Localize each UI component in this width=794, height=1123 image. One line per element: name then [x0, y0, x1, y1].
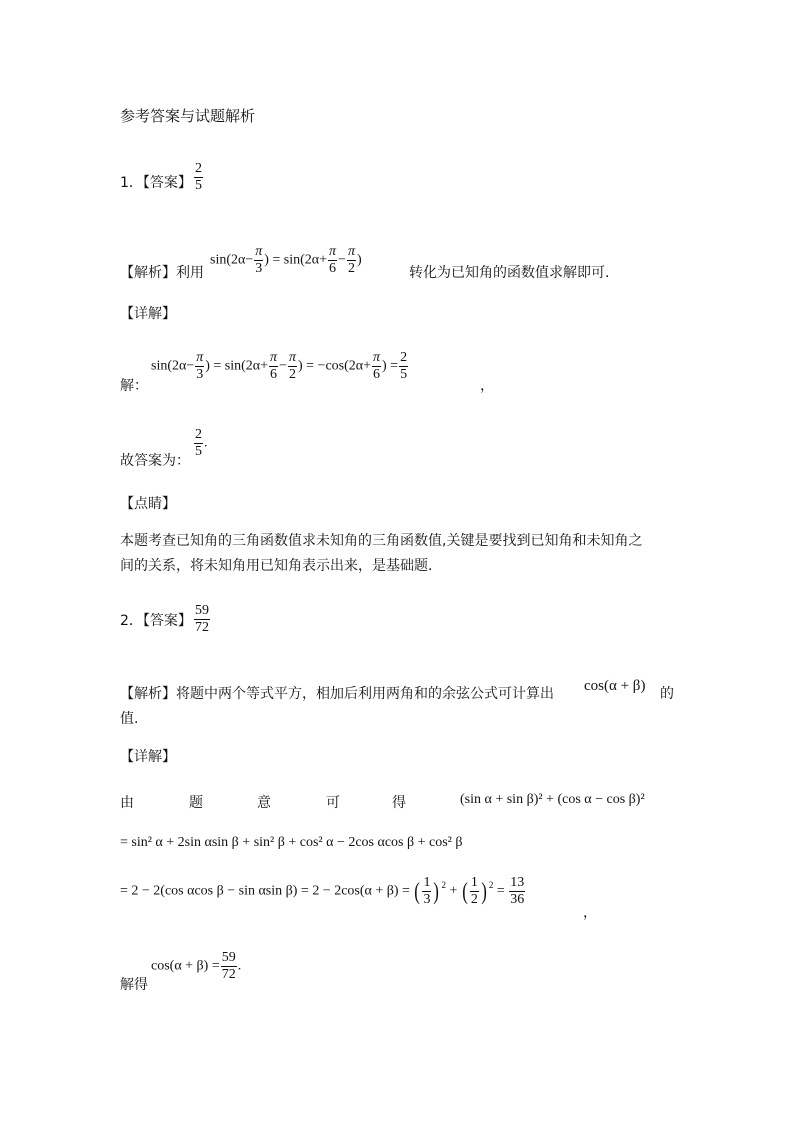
- q1-so-answer: 故答案为：: [120, 453, 190, 469]
- q2-intro-char-5: 得: [392, 795, 406, 811]
- q1-detail-label: 【详解】: [120, 306, 176, 322]
- q2-line3: = 2 − 2(cos αcos β − sin αsin β) = 2 − 2cos(α + β) = ( $\frac{1}{3}$ ) $^2$ + ( $\frac{1}{2}$ ) $^2$ = $\frac{13}{36}$: [120, 875, 525, 907]
- q2-expr-top: (sin α + sin β)² + (cos α − cos β)²: [460, 792, 645, 807]
- q1-comment-line2: 间的关系，将未知角用已知角表示出来，是基础题.: [120, 558, 433, 574]
- page-title: 参考答案与试题解析: [120, 107, 256, 125]
- q1-answer-num: 2: [195, 161, 202, 176]
- q2-line2: = sin² α + 2sin αsin β + sin² β + cos² α − 2cos αcos β + cos² β: [120, 835, 463, 850]
- q1-answer-den: 5: [195, 178, 202, 193]
- q1-so-answer-fraction: $\frac{2}{5}$ .: [195, 427, 208, 459]
- q2-intro-char-3: 意: [257, 795, 271, 811]
- q2-intro-char-1: 由: [120, 795, 134, 811]
- q1-analysis-formula: sin(2α− $\frac{\pi}{3}$ ) = sin(2α+ $\frac{\pi}{6}$ − $\frac{\pi}{2}$ ): [210, 244, 362, 276]
- q1-answer-label: 1．【答案】: [120, 175, 192, 191]
- q2-solve-label: 解得: [120, 977, 148, 993]
- q1-comment-line1: 本题考查已知角的三角函数值求未知角的三角函数值,关键是要找到已知角和未知角之: [120, 533, 643, 549]
- q1-comment-label: 【点睛】: [120, 496, 176, 512]
- q2-analysis-label: 【解析】将题中两个等式平方，相加后利用两角和的余弦公式可计算出: [120, 686, 554, 702]
- q2-detail-label: 【详解】: [120, 749, 176, 765]
- q1-analysis-label: 【解析】利用: [120, 265, 204, 281]
- q2-analysis-tail1: 的: [660, 686, 674, 702]
- q2-cos-expr: cos(α + β): [584, 678, 646, 694]
- q1-detail-formula: sin(2α− $\frac{\pi}{3}$ ) = sin(2α+ $\frac{\pi}{6}$ − $\frac{\pi}{2}$ ) = −cos(2α+ $\frac{\pi}{6}$ ) = $\frac{2}{5}$: [151, 350, 408, 382]
- q2-analysis-tail2: 值.: [120, 711, 139, 727]
- q1-analysis-tail: 转化为已知角的函数值求解即可.: [409, 265, 610, 281]
- q2-answer-label: 2．【答案】: [120, 613, 192, 629]
- q1-detail-prefix: 解：: [120, 378, 148, 394]
- q1-answer-fraction: [193, 161, 204, 194]
- q2-intro-char-2: 题: [189, 795, 203, 811]
- q2-answer-fraction: $\frac{59}{72}$: [195, 603, 209, 635]
- q2-solve-formula: cos(α + β) = $\frac{59}{72}$ .: [151, 950, 242, 982]
- q2-intro-char-4: 可: [326, 795, 340, 811]
- q1-detail-comma: ，: [480, 378, 494, 394]
- q2-line3-comma: ，: [583, 905, 597, 921]
